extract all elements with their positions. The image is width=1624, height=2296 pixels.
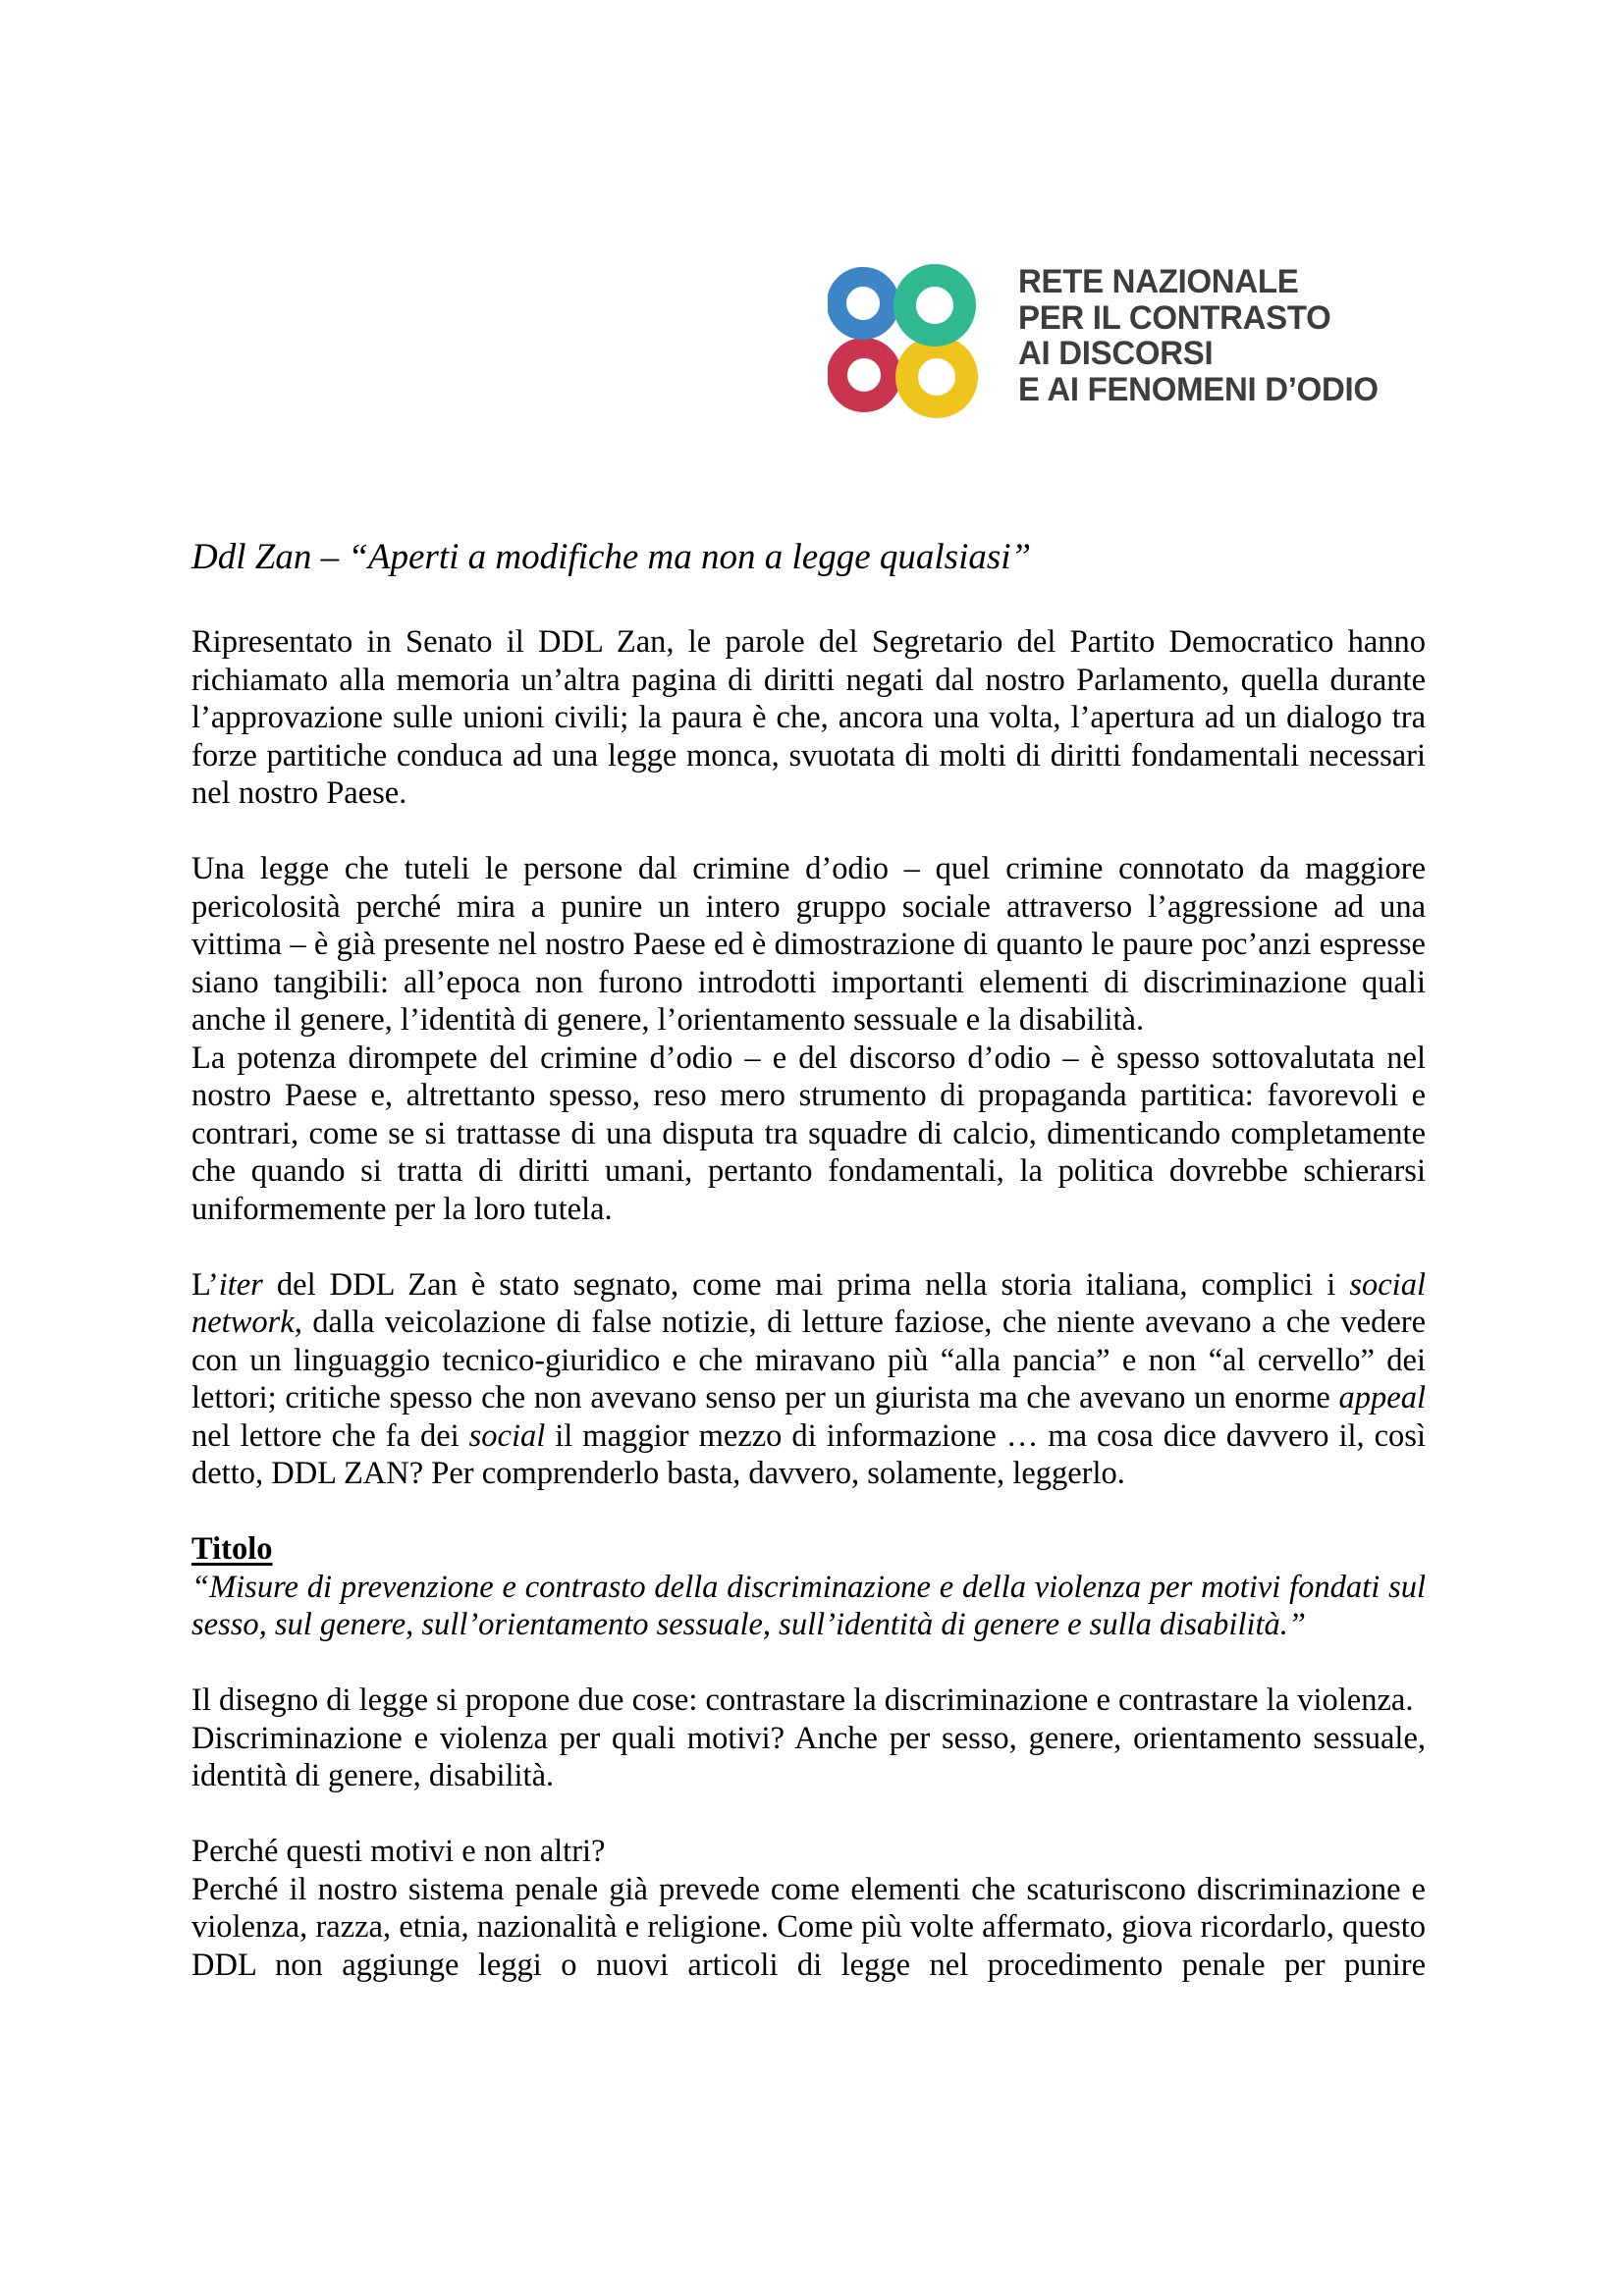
logo-ring-yellow	[907, 347, 967, 407]
logo-text-line: E AI FENOMENI D’ODIO	[1018, 370, 1379, 408]
logo-text-line: AI DISCORSI	[1018, 335, 1214, 372]
logo-text-line: RETE NAZIONALE	[1018, 263, 1299, 300]
document-title: Ddl Zan – “Aperti a modifiche ma non a legge qualsiasi”	[191, 537, 1032, 577]
italic-text-run: “Misure di prevenzione e contrasto della discriminazione e della violenza per motivi fondati sul sesso, sul genere, sull’orientamento sessuale, sull’identità di genere e sulla disabilità.”	[191, 1569, 1426, 1642]
logo-ring-blue	[837, 277, 890, 330]
italic-text-run: appeal	[1338, 1380, 1426, 1415]
paragraph	[191, 1720, 1426, 1795]
paragraph	[191, 850, 1426, 1040]
text-run: il maggior mezzo di informazione … ma cosa dice davvero il, così detto, DDL ZAN? Per comprenderlo basta, davvero, solamente, leggerlo.	[191, 1417, 1426, 1491]
logo-text	[1018, 264, 1379, 407]
text-run: Perché il nostro sistema penale già prevede come elementi che scaturiscono discriminazione e violenza, razza, etnia, nazionalità e religione. Come più volte affermato, giova ricordarlo, questo DDL non aggiunge leggi o nuovi articoli di legge nel procedimento penale per punire	[191, 1871, 1426, 1983]
paragraph	[191, 1266, 1426, 1493]
text-run: La potenza dirompete del crimine d’odio – e del discorso d’odio – è spesso sottovalutata nel nostro Paese e, altrettanto spesso, reso mero strumento di propaganda partitica: favorevoli e contrari, come se si trattasse di una disputa tra squadre di calcio, dimenticando completamente che quando si tratta di diritti umani, pertanto fondamentali, la politica dovrebbe schierarsi uniformemente per la loro tutela.	[191, 1040, 1426, 1227]
paragraph	[191, 1833, 1426, 1871]
document-body	[191, 623, 1426, 1984]
text-run: nel lettore che fa dei	[191, 1417, 469, 1454]
italic-text-run: social	[468, 1417, 546, 1454]
text-run: Ripresentato in Senato il DDL Zan, le parole del Segretario del Partito Democratico hanno richiamato alla memoria un’altra pagina di diritti negati dal nostro Parlamento, quella durante l’approvazione sulle unioni civili; la paura è che, ancora una volta, l’apertura ad un dialogo tra forze partitiche conduca ad una legge monca, svuotata di molti di diritti fondamentali necessari nel nostro Paese.	[191, 624, 1426, 811]
logo-ring-teal	[905, 276, 965, 336]
paragraph	[191, 1682, 1426, 1720]
text-run: Una legge che tuteli le persone dal crimine d’odio – quel crimine connotato da maggiore pericolosità perché mira a punire un intero gruppo sociale attraverso l’aggressione ad una vittima – è già presente nel nostro Paese ed è dimostrazione di quanto le paure poc’anzi espresse siano tangibili: all’epoca non furono introdotti importanti elementi di discriminazione quali anche il genere, l’identità di genere, l’orientamento sessuale e la disabilità.	[191, 851, 1426, 1038]
section-heading: Titolo	[191, 1531, 273, 1567]
logo-ring-red	[838, 348, 892, 402]
paragraph	[191, 1040, 1426, 1229]
text-run: L’	[191, 1266, 219, 1303]
rete-nazionale-logo	[828, 258, 1456, 425]
text-run: Il disegno di legge si propone due cose: contrastare la discriminazione e contrastare la violenza.	[191, 1682, 1414, 1718]
text-run: del DDL Zan è stato segnato, come mai prima nella storia italiana, complici i	[262, 1266, 1350, 1303]
text-run: Perché questi motivi e non altri?	[191, 1834, 606, 1869]
logo-rings-icon	[828, 260, 982, 420]
document-content	[191, 536, 1426, 1984]
text-run: , dalla veicolazione di false notizie, di letture faziose, che niente avevano a che vedere con un linguaggio tecnico-giuridico e che miravano più “alla pancia” e non “al cervello” dei lettori; critiche spesso che non avevano senso per un giurista ma che avevano un enorme	[191, 1305, 1426, 1415]
logo-text-line: PER IL CONTRASTO	[1018, 298, 1331, 337]
italic-text-run: social network	[191, 1266, 1426, 1340]
paragraph	[191, 1569, 1426, 1644]
paragraph	[191, 623, 1426, 813]
italic-text-run: iter	[218, 1266, 263, 1303]
text-run: Discriminazione e violenza per quali motivi? Anche per sesso, genere, orientamento sessuale, identità di genere, disabilità.	[191, 1720, 1426, 1793]
paragraph	[191, 1871, 1426, 1985]
